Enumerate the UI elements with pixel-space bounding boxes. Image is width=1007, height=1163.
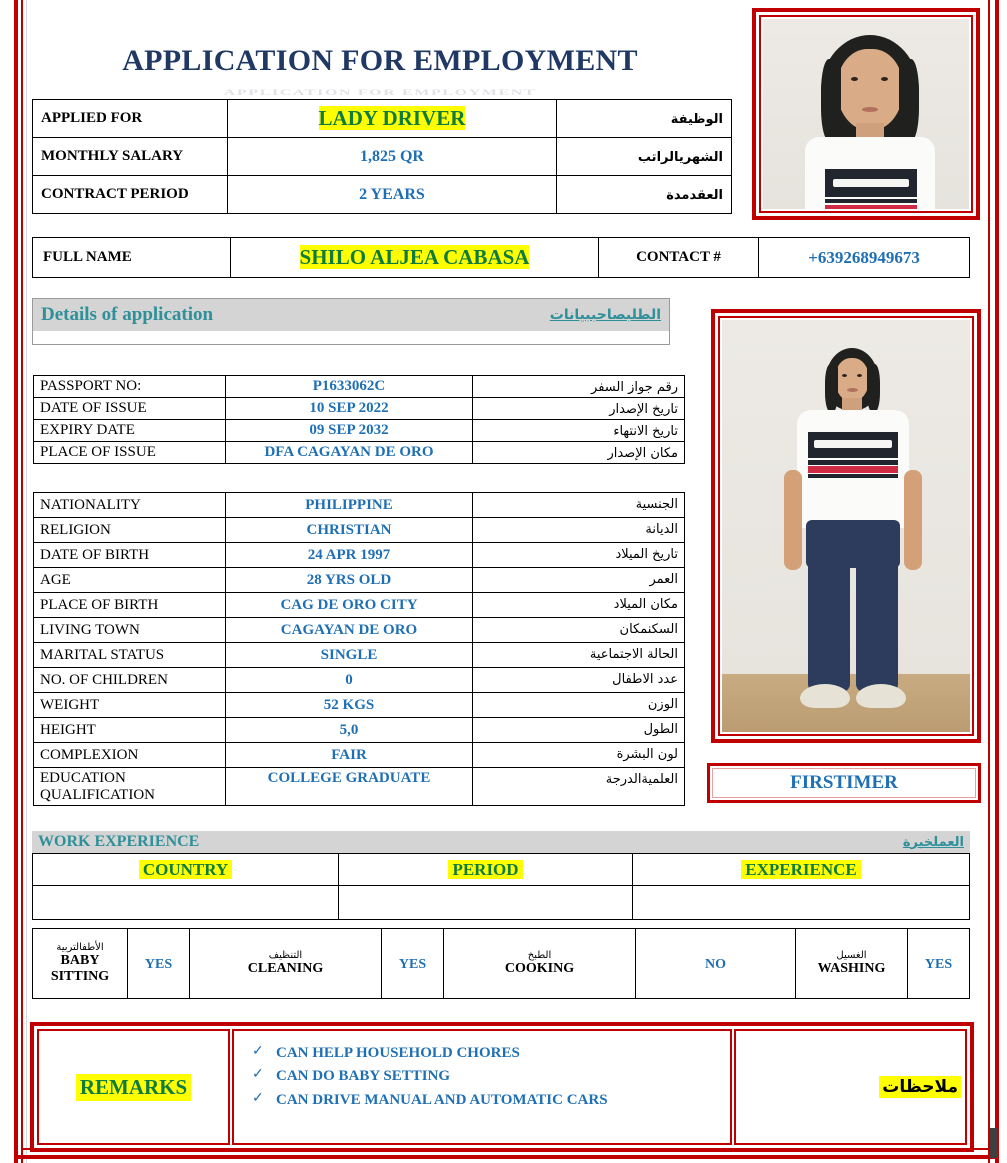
headshot-shirt-logo-text: [833, 179, 909, 187]
fullbody-shirt-logo-text: [814, 440, 892, 448]
religion-value: CHRISTIAN: [226, 518, 473, 543]
work-experience-table: [32, 853, 970, 920]
skills-table: [32, 928, 970, 999]
passport-no-arabic-cell: [473, 376, 685, 398]
passport-no-value: P1633062C: [226, 376, 473, 398]
table-row: [34, 718, 685, 743]
contract-period-arabic-cell: [557, 176, 732, 214]
table-row: [34, 420, 685, 442]
education-qualification-arabic-cell: [473, 768, 685, 806]
table-row: [33, 176, 732, 214]
firstimer-status-box: [707, 763, 981, 803]
monthly-salary-value: 1,825 QR: [359, 147, 424, 165]
contract-period-value: 2 YEARS: [359, 185, 425, 203]
nationality-arabic-cell: [473, 493, 685, 518]
table-row: [34, 743, 685, 768]
complexion-arabic-cell: [473, 743, 685, 768]
full-name-value-cell: [231, 238, 599, 278]
headshot-hair-side-right: [899, 59, 919, 141]
marital-status-value: SINGLE: [226, 643, 473, 668]
work-experience-cell[interactable]: [633, 886, 970, 920]
details-of-application-band-underpanel: [32, 331, 670, 345]
list-item: [252, 1066, 730, 1086]
work-period-header-cell: [339, 854, 633, 886]
fullbody-shirt-dark-stripe-2: [808, 474, 898, 478]
skill-washing-label-cell: [796, 929, 908, 999]
table-row: [33, 138, 732, 176]
details-of-application-arabic: الطلبصاحببيانات: [549, 307, 661, 323]
education-qualification-value: COLLEGE GRADUATE: [226, 768, 473, 806]
skill-washing-answer-cell[interactable]: [908, 929, 970, 999]
applicant-headshot-photo: [763, 19, 969, 209]
page-border-left-outer: [14, 0, 18, 1163]
applicant-fullbody-frame: [711, 309, 981, 743]
place-of-birth-value: CAG DE ORO CITY: [226, 593, 473, 618]
page-border-right-outer: [995, 0, 999, 1163]
work-experience-arabic: العملخبرة: [902, 834, 964, 850]
list-item: [252, 1043, 730, 1063]
fullbody-shoe-left: [800, 684, 850, 708]
applied-for-value-cell: [227, 100, 556, 138]
fullbody-eye-left: [842, 374, 847, 377]
full-name-table: [32, 237, 970, 278]
height-arabic: الطول: [643, 722, 678, 737]
list-item: [252, 1090, 730, 1110]
place-of-issue-value: DFA CAGAYAN DE ORO: [226, 442, 473, 464]
weight-label: WEIGHT: [34, 693, 226, 718]
monthly-salary-arabic-cell: [557, 138, 732, 176]
work-country-header-cell: [33, 854, 339, 886]
remarks-label: REMARKS: [76, 1074, 191, 1101]
place-of-birth-arabic-cell: [473, 593, 685, 618]
skill-cooking-arabic: الطبخ: [527, 949, 552, 961]
living-town-label: LIVING TOWN: [34, 618, 226, 643]
fullbody-jeans-leg-left: [808, 560, 850, 692]
table-row: [34, 668, 685, 693]
page-border-left-inner: [21, 0, 23, 1163]
age-value: 28 YRS OLD: [226, 568, 473, 593]
contact-label: CONTACT #: [599, 238, 759, 278]
place-of-birth-arabic: مكان الميلاد: [613, 597, 678, 612]
weight-arabic-cell: [473, 693, 685, 718]
expiry-date-arabic-cell: [473, 420, 685, 442]
education-qualification-label: EDUCATION QUALIFICATION: [34, 768, 226, 806]
table-row: [33, 238, 970, 278]
applied-for-arabic: الوظيفة: [670, 111, 723, 127]
living-town-arabic: السكنمكان: [619, 622, 678, 637]
complexion-value: FAIR: [226, 743, 473, 768]
place-of-birth-label: PLACE OF BIRTH: [34, 593, 226, 618]
firstimer-label: FIRSTIMER: [790, 772, 898, 793]
table-row: [34, 442, 685, 464]
page-corner-marker: [990, 1128, 998, 1158]
date-of-issue-arabic-cell: [473, 398, 685, 420]
page-title-wrap: [30, 46, 730, 76]
fullbody-shirt-red-stripe: [808, 466, 898, 473]
skill-cleaning-arabic: التنظيف: [268, 949, 303, 961]
remarks-section: [30, 1022, 974, 1152]
work-period-header: PERIOD: [448, 860, 522, 879]
date-of-issue-label: DATE OF ISSUE: [34, 398, 226, 420]
applied-for-value: LADY DRIVER: [318, 106, 466, 130]
work-country-header: COUNTRY: [139, 860, 232, 879]
date-of-issue-value: 10 SEP 2022: [226, 398, 473, 420]
date-of-birth-value: 24 APR 1997: [226, 543, 473, 568]
page-border-right-inner: [988, 0, 990, 1163]
religion-label: RELIGION: [34, 518, 226, 543]
expiry-date-value: 09 SEP 2032: [226, 420, 473, 442]
remarks-item-text: CAN HELP HOUSEHOLD CHORES: [276, 1045, 520, 1061]
fullbody-mouth: [847, 388, 858, 392]
table-row: [34, 398, 685, 420]
fullbody-hair-side-right: [867, 364, 880, 412]
headshot-shirt-dark-stripe: [825, 199, 917, 203]
skill-cooking-answer-cell[interactable]: [636, 929, 796, 999]
work-country-cell[interactable]: [33, 886, 339, 920]
work-experience-header-cell: [633, 854, 970, 886]
nationality-arabic: الجنسية: [635, 497, 678, 512]
table-row: [34, 693, 685, 718]
age-arabic: العمر: [649, 572, 678, 587]
table-row: [34, 618, 685, 643]
page-border-left-hairline: [26, 0, 27, 1163]
headshot-eye-left: [851, 77, 858, 81]
skill-washing-arabic: الغسيل: [836, 949, 867, 961]
skill-washing-answer: YES: [924, 956, 953, 972]
religion-arabic: الديانة: [645, 522, 678, 537]
fullbody-arm-right: [904, 470, 922, 570]
contact-value: +639268949673: [759, 238, 970, 278]
height-arabic-cell: [473, 718, 685, 743]
table-row: [34, 568, 685, 593]
no-of-children-arabic-cell: [473, 668, 685, 693]
nationality-value: PHILIPPINE: [226, 493, 473, 518]
skill-baby-sitting-label-cell: [33, 929, 128, 999]
skill-cooking-label-cell: [444, 929, 636, 999]
full-name-value: SHILO ALJEA CABASA: [299, 245, 530, 269]
skill-baby-sitting-arabic: الأطفالتربية: [56, 941, 104, 953]
remarks-label-box: [37, 1029, 230, 1145]
check-icon: ✓: [252, 1067, 264, 1083]
fullbody-shirt-dark-stripe: [808, 460, 898, 465]
living-town-arabic-cell: [473, 618, 685, 643]
skill-cleaning-label-cell: [190, 929, 382, 999]
details-of-application-label: Details of application: [41, 304, 214, 325]
table-row: [34, 543, 685, 568]
headshot-eye-right: [881, 77, 888, 81]
remarks-content-box: [232, 1029, 732, 1145]
applied-for-label: APPLIED FOR: [33, 100, 228, 138]
table-row: [33, 929, 970, 999]
passport-no-arabic: رقم جواز السفر: [591, 379, 678, 395]
table-row: [33, 100, 732, 138]
skill-washing-label: WASHING: [817, 961, 886, 977]
work-experience-header: EXPERIENCE: [741, 860, 860, 879]
complexion-label: COMPLEXION: [34, 743, 226, 768]
skill-cooking-answer: NO: [705, 956, 726, 972]
date-of-issue-arabic: تاريخ الإصدار: [609, 401, 678, 417]
height-value: 5,0: [226, 718, 473, 743]
check-icon: ✓: [252, 1044, 264, 1059]
details-of-application-band: [32, 298, 670, 331]
contract-period-label: CONTRACT PERIOD: [33, 176, 228, 214]
applied-for-table: [32, 99, 732, 214]
fullbody-arm-left: [784, 470, 802, 570]
education-qualification-arabic: العلميةالدرجة: [605, 772, 678, 787]
skill-cleaning-answer-cell[interactable]: [382, 929, 444, 999]
marital-status-label: MARITAL STATUS: [34, 643, 226, 668]
skill-baby-sitting-answer: YES: [144, 956, 173, 972]
contract-period-value-cell: [227, 176, 556, 214]
table-row: [34, 768, 685, 806]
date-of-birth-arabic-cell: [473, 543, 685, 568]
personal-details-table: [33, 492, 685, 806]
table-row: [34, 376, 685, 398]
fullbody-eye-right: [857, 374, 862, 377]
headshot-hair-side-left: [821, 59, 841, 141]
skill-cleaning-answer: YES: [398, 956, 427, 972]
table-row: [34, 518, 685, 543]
expiry-date-label: EXPIRY DATE: [34, 420, 226, 442]
fullbody-face: [835, 358, 869, 402]
skill-cooking-label: COOKING: [504, 961, 575, 977]
applicant-full-body-photo: [722, 320, 970, 732]
monthly-salary-arabic: الشهريالراتب: [637, 149, 723, 165]
remarks-item-text: CAN DO BABY SETTING: [276, 1068, 451, 1085]
table-row: [34, 493, 685, 518]
marital-status-arabic: الحالة الاجتماعية: [589, 647, 678, 662]
check-icon: ✓: [252, 1090, 264, 1106]
fullbody-jeans-leg-right: [856, 560, 898, 692]
expiry-date-arabic: تاريخ الانتهاء: [613, 423, 678, 439]
age-arabic-cell: [473, 568, 685, 593]
no-of-children-value: 0: [226, 668, 473, 693]
page-title-ghost-shadow: APPLICATION FOR EMPLOYMENT: [223, 88, 537, 98]
religion-arabic-cell: [473, 518, 685, 543]
date-of-birth-arabic: تاريخ الميلاد: [615, 547, 678, 562]
weight-arabic: الوزن: [647, 697, 678, 712]
place-of-issue-arabic-cell: [473, 442, 685, 464]
no-of-children-arabic: عدد الاطفال: [612, 672, 678, 687]
monthly-salary-label: MONTHLY SALARY: [33, 138, 228, 176]
monthly-salary-value-cell: [227, 138, 556, 176]
skill-baby-sitting-label: BABY SITTING: [50, 953, 110, 985]
table-row: [34, 593, 685, 618]
full-name-label: FULL NAME: [33, 238, 231, 278]
living-town-value: CAGAYAN DE ORO: [226, 618, 473, 643]
applicant-headshot-frame: [752, 8, 980, 220]
applied-for-arabic-cell: [557, 100, 732, 138]
work-experience-label: WORK EXPERIENCE: [38, 833, 200, 850]
remarks-arabic-label-box: [734, 1029, 967, 1145]
skill-cleaning-label: CLEANING: [247, 961, 324, 977]
work-experience-band: [32, 831, 970, 853]
age-label: AGE: [34, 568, 226, 593]
skill-baby-sitting-answer-cell[interactable]: [128, 929, 190, 999]
nationality-label: NATIONALITY: [34, 493, 226, 518]
table-header-row: [33, 854, 970, 886]
table-row: [34, 643, 685, 668]
contract-period-arabic: العقدمدة: [666, 187, 723, 203]
headshot-mouth: [862, 107, 878, 112]
passport-no-label: PASSPORT NO:: [34, 376, 226, 398]
place-of-issue-label: PLACE OF ISSUE: [34, 442, 226, 464]
page-border-bottom-outer: [14, 1155, 999, 1159]
marital-status-arabic-cell: [473, 643, 685, 668]
fullbody-hair-side-left: [825, 364, 838, 412]
headshot-face: [837, 49, 903, 131]
headshot-shirt-red-stripe: [825, 205, 917, 209]
passport-details-table: [33, 375, 685, 464]
no-of-children-label: NO. OF CHILDREN: [34, 668, 226, 693]
page-title: APPLICATION FOR EMPLOYMENT: [122, 44, 638, 77]
complexion-arabic: لون البشرة: [616, 747, 678, 762]
place-of-issue-arabic: مكان الإصدار: [607, 445, 678, 461]
work-period-cell[interactable]: [339, 886, 633, 920]
table-row: [33, 886, 970, 920]
date-of-birth-label: DATE OF BIRTH: [34, 543, 226, 568]
weight-value: 52 KGS: [226, 693, 473, 718]
height-label: HEIGHT: [34, 718, 226, 743]
remarks-item-text: CAN DRIVE MANUAL AND AUTOMATIC CARS: [276, 1091, 608, 1108]
fullbody-shoe-right: [856, 684, 906, 708]
remarks-arabic-label: ملاحظات: [879, 1076, 961, 1098]
